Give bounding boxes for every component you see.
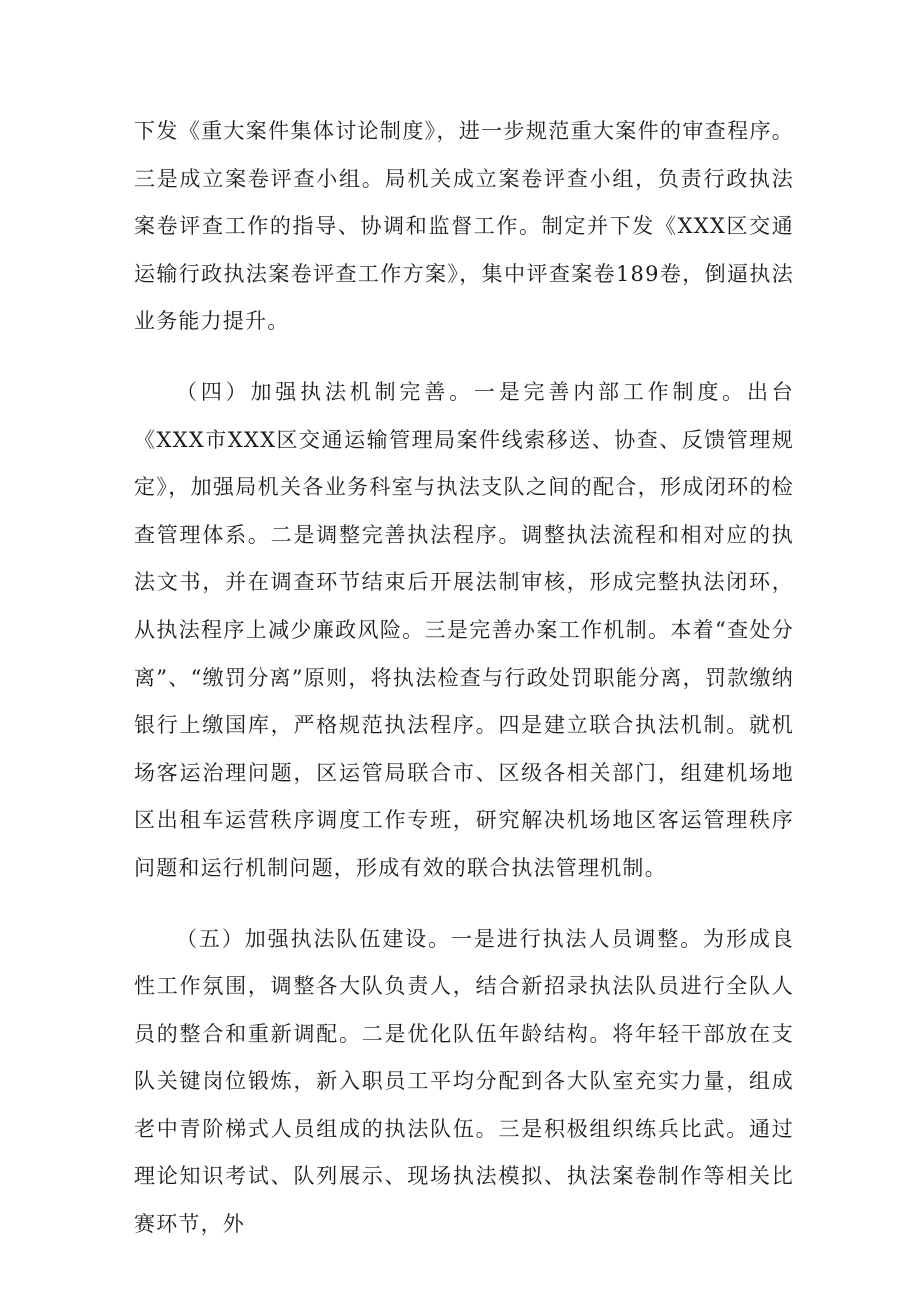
paragraph-team-building: （五）加强执法队伍建设。一是进行执法人员调整。为形成良性工作氛围，调整各大队负责人，结合新招录执法队员进行全队人员的整合和重新调配。二是优化队伍年龄结构。将年轻干部放在支队关键岗位锻炼，新入职员工平均分配到各大队室充实力量，组成老中青阶梯式人员组成的执法队伍。三是积极组织练兵比武。通过理论知识考试、队列展示、现场执法模拟、执法案卷制作等相关比赛环节，外 bbox=[134, 926, 794, 1237]
document-body bbox=[134, 108, 794, 1249]
paragraph-enforcement-mechanism: （四）加强执法机制完善。一是完善内部工作制度。出台《XXX市XXX区交通运输管理局案件线索移送、协查、反馈管理规定》，加强局机关各业务科室与执法支队之间的配合，形成闭环的检查管理体系。二是调整完善执法程序。调整执法流程和相对应的执法文书，并在调查环节结束后开展法制审核，形成完整执法闭环，从执法程序上减少廉政风险。三是完善办案工作机制。本着“查处分离”、“缴罚分离”原则，将执法检查与行政处罚职能分离，罚款缴纳银行上缴国库，严格规范执法程序。四是建立联合执法机制。就机场客运治理问题，区运管局联合市、区级各相关部门，组建机场地区出租车运营秩序调度工作专班，研究解决机场地区客运管理秩序问题和运行机制问题，形成有效的联合执法管理机制。 bbox=[134, 379, 794, 880]
paragraph-case-review: 下发《重大案件集体讨论制度》，进一步规范重大案件的审查程序。三是成立案卷评查小组。局机关成立案卷评查小组，负责行政执法案卷评查工作的指导、协调和监督工作。制定并下发《XXX区交通运输行政执法案卷评查工作方案》，集中评查案卷189卷，倒逼执法业务能力提升。 bbox=[134, 119, 794, 334]
